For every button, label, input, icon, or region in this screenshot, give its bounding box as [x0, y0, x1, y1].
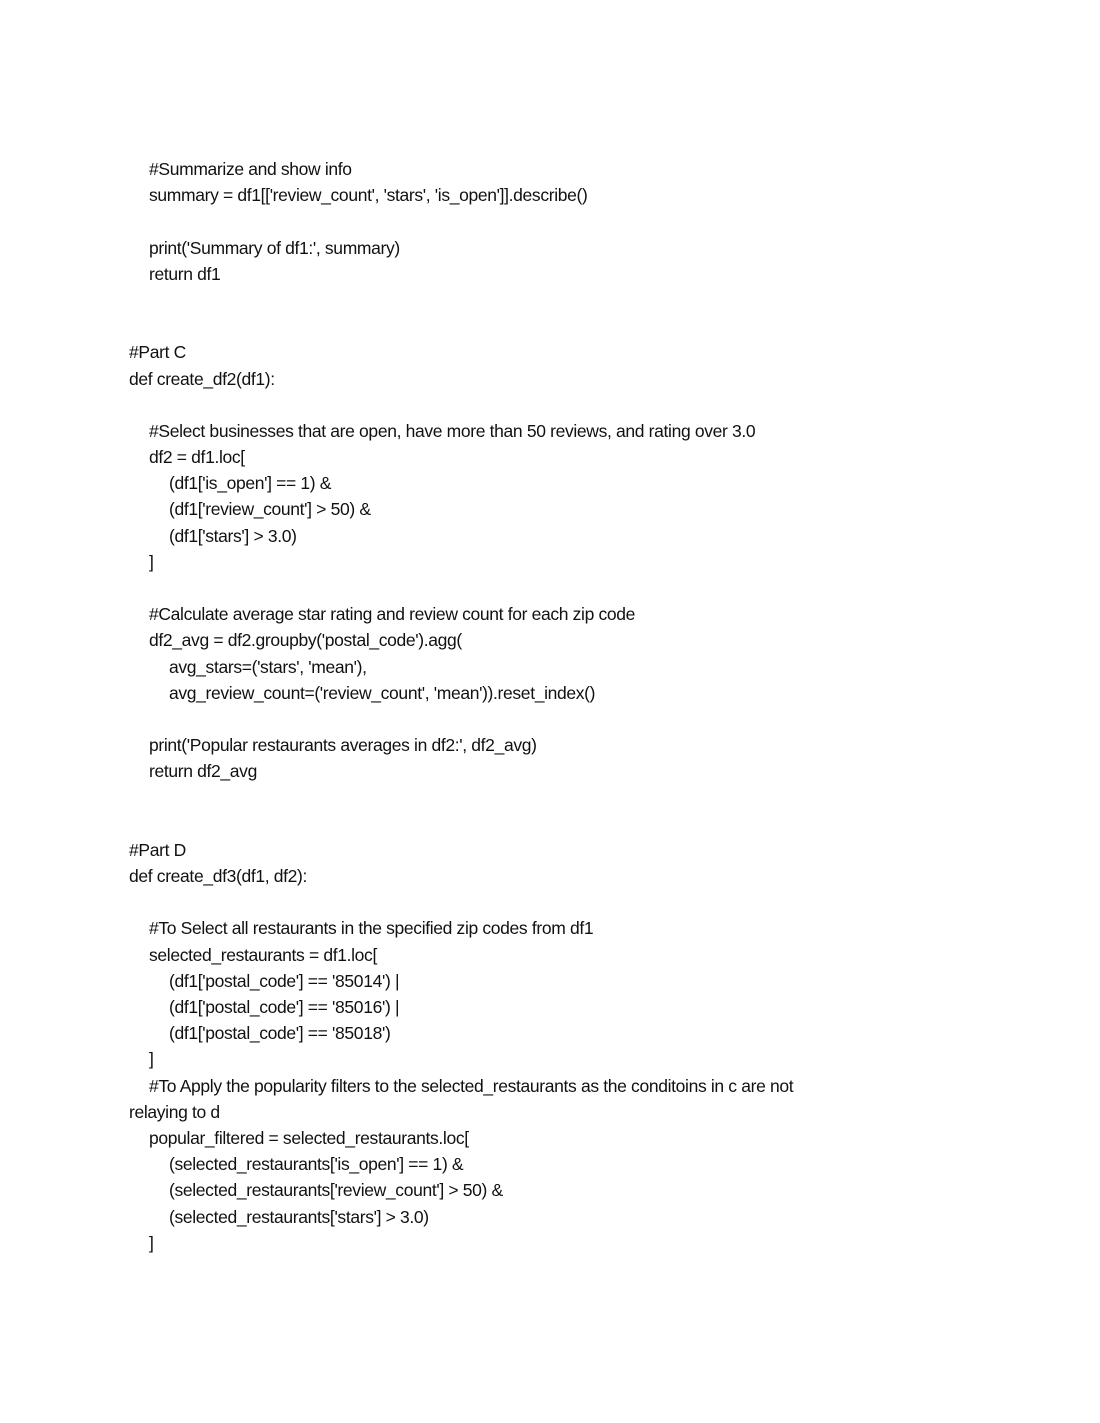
code-line: (selected_restaurants['is_open'] == 1) &: [169, 1154, 464, 1175]
code-comment: #Calculate average star rating and review count for each zip code: [149, 604, 636, 625]
code-comment: #Summarize and show info: [149, 159, 352, 179]
function-definition: def create_df3(df1, df2):: [129, 866, 308, 887]
blank-line: [129, 706, 1029, 732]
code-line: (df1['stars'] > 3.0): [169, 525, 297, 546]
code-line: avg_review_count=('review_count', 'mean')).reset_index(): [169, 682, 596, 703]
code-line: print('Summary of df1:', summary): [149, 237, 400, 258]
blank-line: [129, 287, 1029, 313]
blank-line: [129, 785, 1029, 811]
code-line: return df2_avg: [149, 761, 257, 782]
code-line: summary = df1[['review_count', 'stars', 'is_open']].describe(): [149, 185, 588, 206]
code-line: return df1: [149, 263, 221, 284]
code-line: (df1['is_open'] == 1) &: [169, 473, 332, 494]
code-line: ]: [149, 551, 154, 572]
blank-line: [129, 392, 1029, 418]
code-line: (selected_restaurants['stars'] > 3.0): [169, 1206, 429, 1227]
section-heading-part-d: #Part D: [129, 839, 186, 860]
code-line: (df1['postal_code'] == '85018'): [169, 1023, 391, 1044]
code-comment: #To Select all restaurants in the specified zip codes from df1: [149, 918, 594, 939]
code-comment-continuation: relaying to d: [129, 1101, 220, 1122]
code-comment: #Select businesses that are open, have more than 50 reviews, and rating over 3.0: [149, 420, 756, 441]
section-heading-part-c: #Part C: [129, 342, 186, 363]
code-line: df2_avg = df2.groupby('postal_code').agg(: [149, 630, 462, 651]
code-comment: #To Apply the popularity filters to the selected_restaurants as the conditoins in c are not: [149, 1075, 794, 1096]
document-page: [129, 156, 1029, 1256]
code-line: print('Popular restaurants averages in df2:', df2_avg): [149, 735, 537, 756]
code-line: avg_stars=('stars', 'mean'),: [169, 656, 367, 677]
code-line: popular_filtered = selected_restaurants.loc[: [149, 1127, 469, 1148]
code-line: ]: [149, 1232, 154, 1253]
function-definition: def create_df2(df1):: [129, 368, 275, 389]
blank-line: [129, 889, 1029, 915]
code-line: df2 = df1.loc[: [149, 447, 245, 468]
code-line: ]: [149, 1049, 154, 1070]
blank-line: [129, 313, 1029, 339]
code-line: selected_restaurants = df1.loc[: [149, 944, 377, 965]
code-line: (selected_restaurants['review_count'] > 50) &: [169, 1180, 503, 1201]
code-line: (df1['postal_code'] == '85014') |: [169, 970, 400, 991]
blank-line: [129, 208, 1029, 234]
code-line: (df1['postal_code'] == '85016') |: [169, 997, 400, 1017]
blank-line: [129, 575, 1029, 601]
blank-line: [129, 811, 1029, 837]
code-line: (df1['review_count'] > 50) &: [169, 499, 371, 520]
